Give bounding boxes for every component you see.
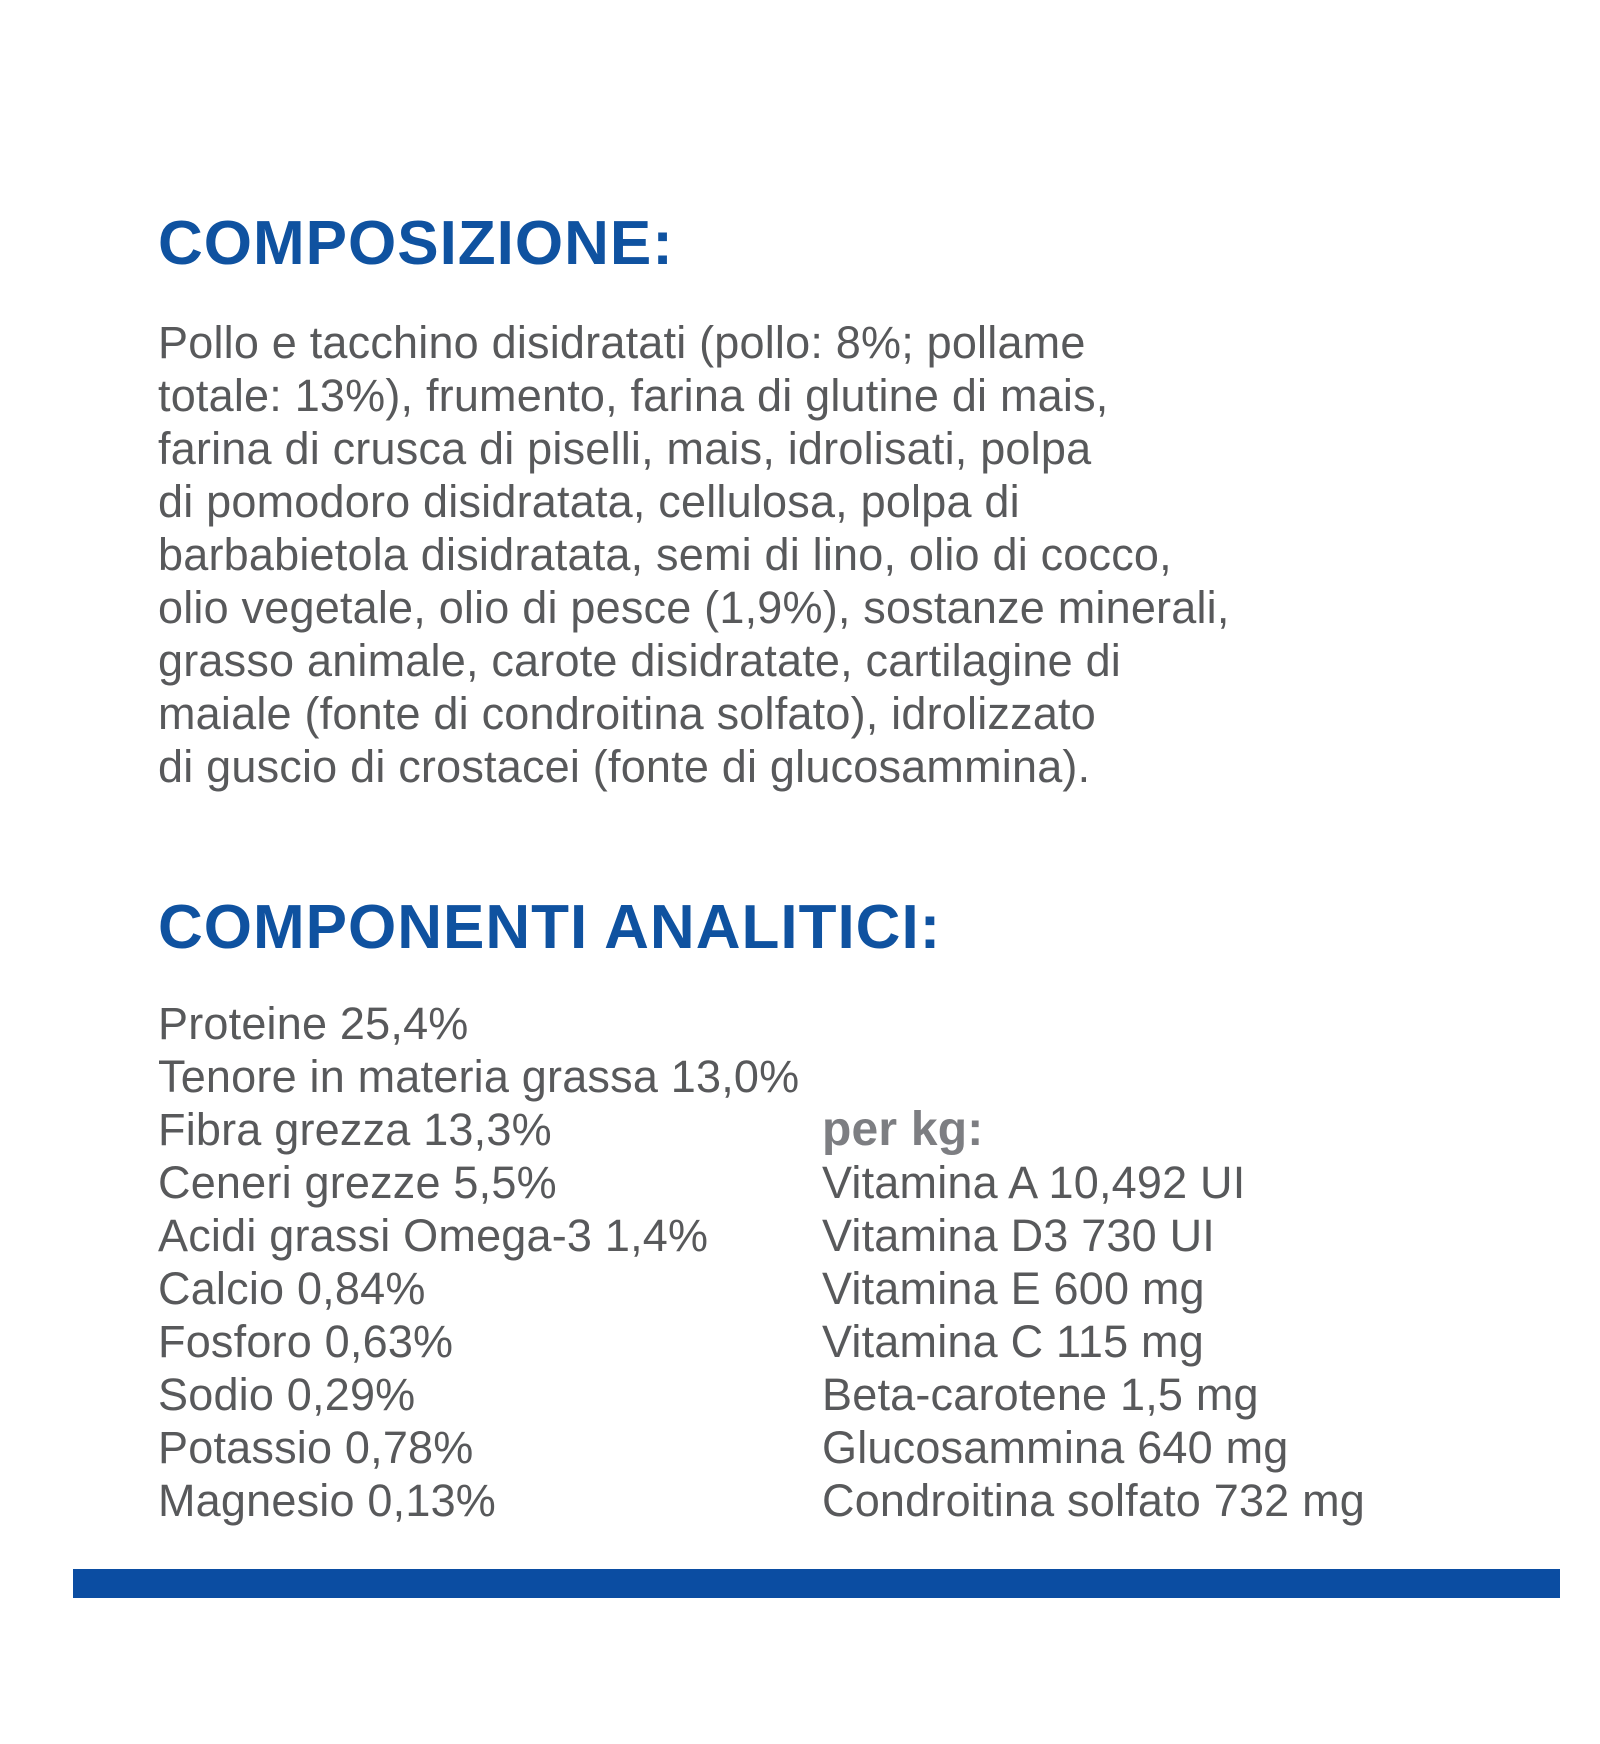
analytical-item: Sodio 0,29% [158,1369,416,1420]
analytical-item: Acidi grassi Omega-3 1,4% [158,1210,709,1261]
composition-line: totale: 13%), frumento, farina di glutine di mais, [158,370,1109,421]
per-kg-item: Beta-carotene 1,5 mg [822,1369,1259,1420]
analytical-item: Magnesio 0,13% [158,1475,497,1526]
composition-line: grasso animale, carote disidratate, cartilagine di [158,635,1121,686]
analytical-heading: COMPONENTI ANALITICI: [158,893,942,962]
composition-text [158,316,1518,793]
composition-heading: COMPOSIZIONE: [158,209,674,278]
per-kg-block [822,1103,1365,1527]
composition-line: Pollo e tacchino disidratati (pollo: 8%; pollame [158,317,1086,368]
composition-line: olio vegetale, olio di pesce (1,9%), sostanze minerali, [158,582,1230,633]
per-kg-label: per kg: [822,1103,984,1156]
composition-line: di guscio di crostacei (fonte di glucosammina). [158,741,1091,792]
per-kg-item: Vitamina E 600 mg [822,1263,1205,1314]
composition-line: farina di crusca di piselli, mais, idrolisati, polpa [158,423,1092,474]
per-kg-item: Vitamina D3 730 UI [822,1210,1215,1261]
composition-line: barbabietola disidratata, semi di lino, olio di cocco, [158,529,1172,580]
composition-line: di pomodoro disidratata, cellulosa, polpa di [158,476,1020,527]
analytical-item: Calcio 0,84% [158,1263,426,1314]
per-kg-item: Condroitina solfato 732 mg [822,1475,1366,1526]
per-kg-item: Vitamina C 115 mg [822,1316,1204,1367]
analytical-item: Proteine 25,4% [158,998,469,1049]
per-kg-list [822,1156,1365,1527]
bottom-divider-bar [73,1569,1560,1598]
per-kg-item: Glucosammina 640 mg [822,1422,1289,1473]
analytical-item: Tenore in materia grassa 13,0% [158,1051,800,1102]
composition-line: maiale (fonte di condroitina solfato), idrolizzato [158,688,1096,739]
analytical-left-list [158,997,799,1527]
analytical-item: Potassio 0,78% [158,1422,474,1473]
analytical-item: Fibra grezza 13,3% [158,1104,552,1155]
per-kg-item: Vitamina A 10,492 UI [822,1157,1246,1208]
analytical-item: Fosforo 0,63% [158,1316,454,1367]
analytical-item: Ceneri grezze 5,5% [158,1157,557,1208]
